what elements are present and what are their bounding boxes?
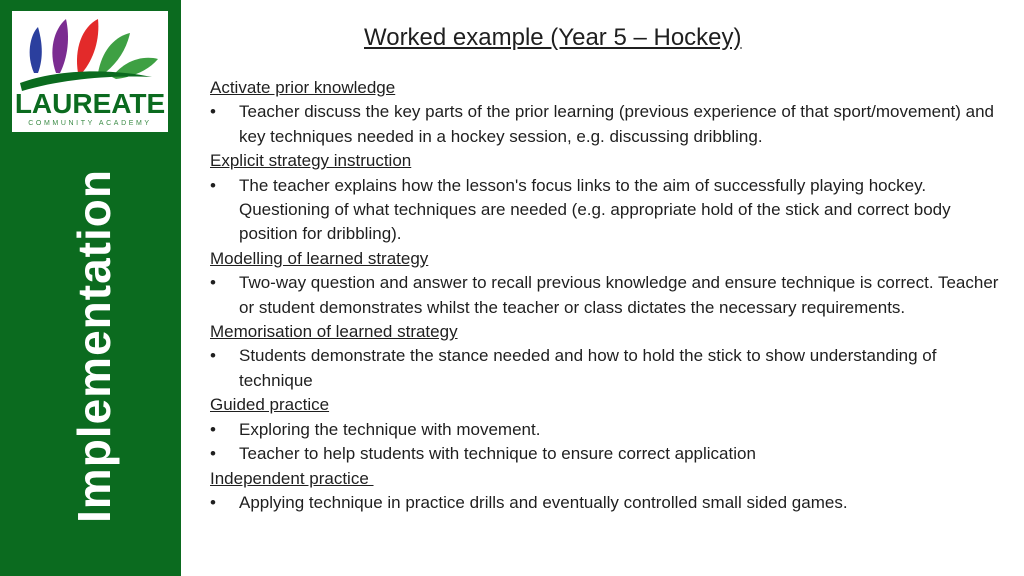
bullet-text: Teacher to help students with technique to ensure correct application: [239, 444, 756, 464]
bullet-text: The teacher explains how the lesson's focus links to the aim of successfully playing hockey. Questioning of what techniques are needed (e.g. appropriate hold of the stick and correct body position for dribbling).: [239, 175, 951, 244]
bullet-text: Applying technique in practice drills and eventually controlled small sided games.: [239, 492, 848, 512]
vertical-title: Implementation: [68, 169, 120, 523]
sidebar: [0, 0, 181, 576]
section-heading: Explicit strategy instruction: [210, 151, 412, 171]
school-logo: [12, 11, 168, 132]
bullet-item: [210, 271, 1000, 320]
section-heading: Modelling of learned strategy: [210, 248, 429, 268]
bullet-item: [210, 100, 1000, 149]
bullet-icon: •: [210, 444, 216, 464]
bullet-item: [210, 344, 1000, 393]
section-heading: Activate prior knowledge: [210, 78, 396, 97]
logo-subtext: COMMUNITY ACADEMY: [28, 120, 152, 127]
bullet-item: [210, 491, 1000, 515]
bullet-text: Teacher discuss the key parts of the prior learning (previous experience of that sport/movement) and key techniques needed in a hockey session, e.g. discussing dribbling.: [239, 102, 994, 146]
bullet-icon: •: [210, 273, 216, 293]
bullet-icon: •: [210, 492, 216, 512]
bullet-icon: •: [210, 346, 216, 366]
bullet-icon: •: [210, 102, 216, 122]
bullet-text: Students demonstrate the stance needed and how to hold the stick to show understanding of technique: [239, 346, 937, 390]
section-heading: Memorisation of learned strategy: [210, 322, 458, 342]
bullet-icon: •: [210, 175, 216, 195]
bullet-icon: •: [210, 419, 216, 439]
bullet-text: Two-way question and answer to recall previous knowledge and ensure technique is correct. Teacher or student demonstrates whilst the teacher or class dictates the necessary requirements.: [239, 273, 999, 317]
section-heading: Independent practice: [210, 468, 374, 488]
bullet-text: Exploring the technique with movement.: [239, 419, 541, 439]
section-heading: Guided practice: [210, 395, 330, 415]
content-body: [210, 76, 1000, 515]
logo-text: LAUREATE: [14, 88, 166, 119]
page-title: Worked example (Year 5 – Hockey): [364, 24, 742, 51]
bullet-item: [210, 174, 1000, 247]
bullet-item: [210, 418, 1000, 442]
bullet-item: [210, 442, 1000, 466]
